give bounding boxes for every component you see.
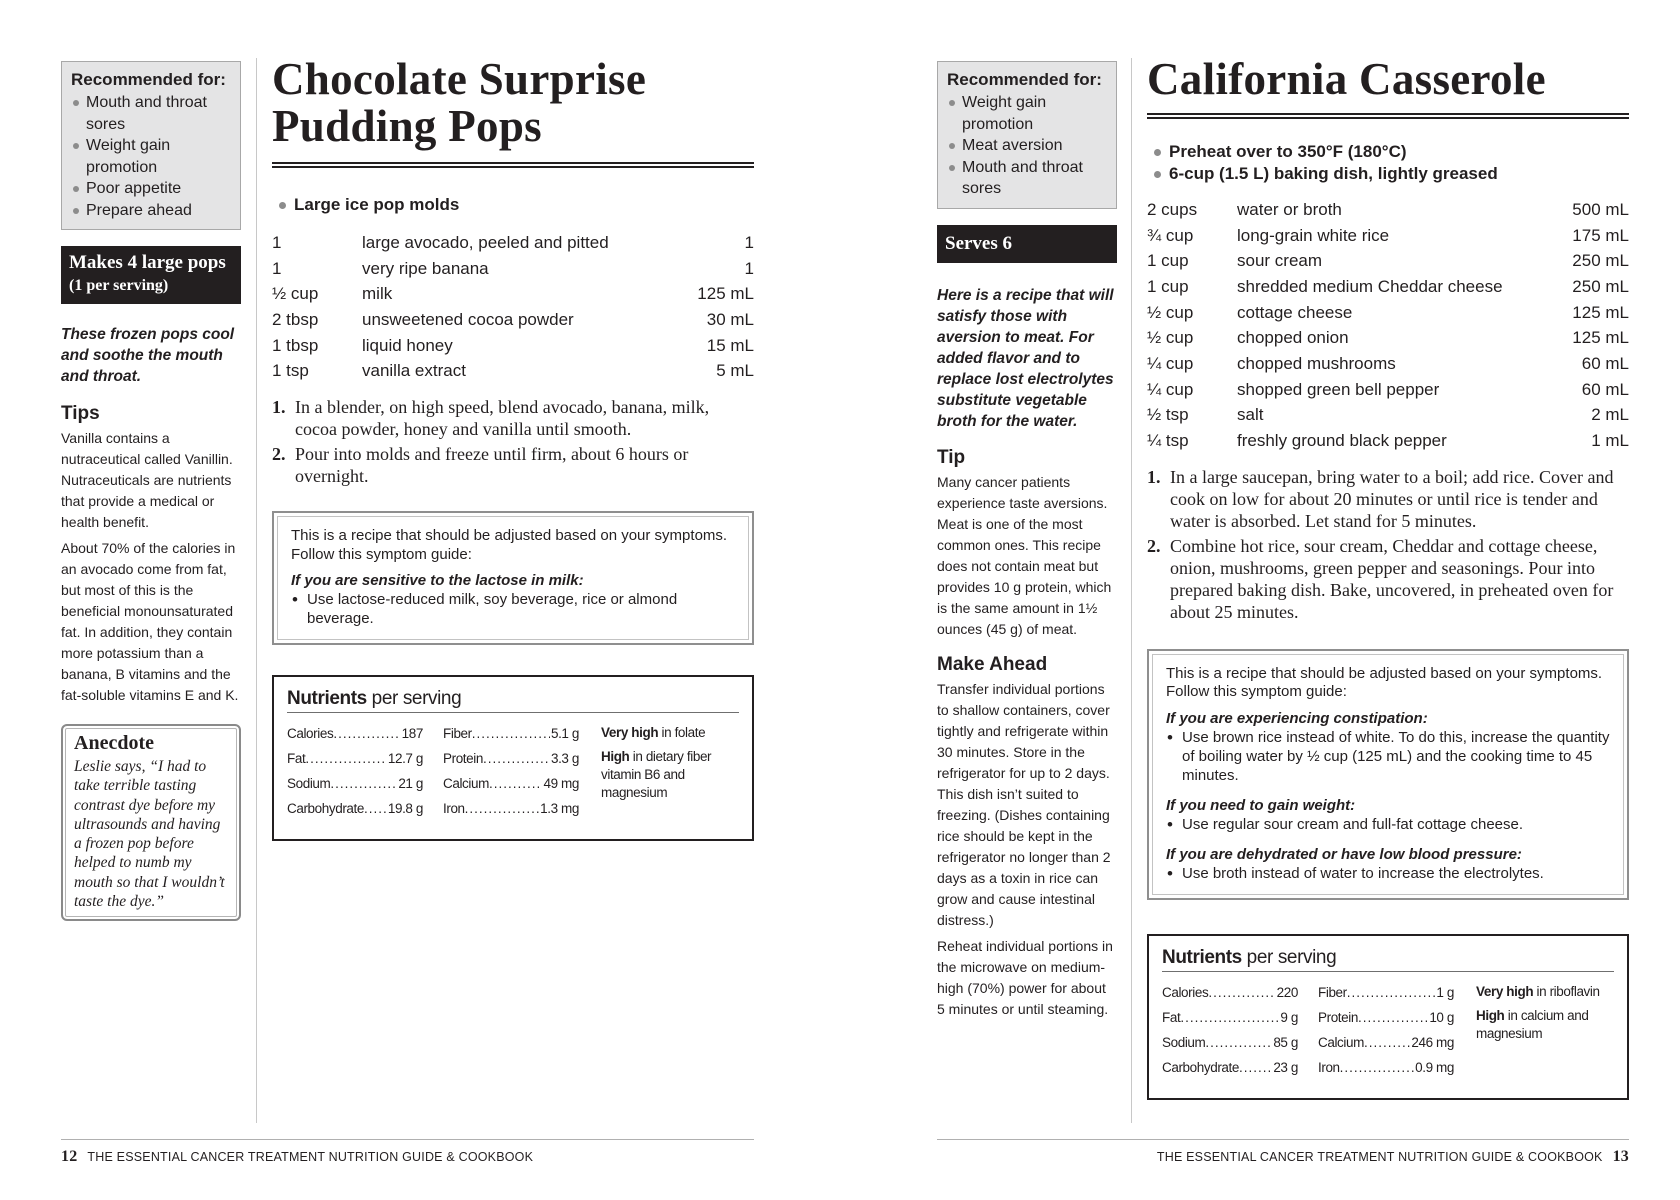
- nutrients-grid: [1162, 980, 1614, 1080]
- tip-heading: Tip: [937, 446, 966, 468]
- footer-book-title: THE ESSENTIAL CANCER TREATMENT NUTRITION GUIDE & COOKBOOK: [1156, 1150, 1603, 1164]
- nutrient-label: Fat: [287, 751, 306, 767]
- recommended-box: [937, 61, 1117, 209]
- symptom-condition: If you need to gain weight:: [1166, 796, 1356, 814]
- ingredient-qty: 1 tsp: [272, 361, 309, 381]
- nutrient-value: 0.9 mg: [1415, 1059, 1454, 1075]
- recipe-title: California Casserole: [1147, 54, 1546, 104]
- tip-paragraph: Many cancer patients experience taste aversions. Meat is one of the most common ones. This recipe does not contain meat but provides 10 g protein, which is the same amount in 1½ ounces (45 g) of meat.: [937, 473, 1112, 637]
- nutrients-column: [1162, 980, 1298, 1080]
- ingredient-qty: 1 cup: [1147, 251, 1189, 271]
- nutrient-label: Sodium: [1162, 1034, 1206, 1050]
- ingredient-item: milk: [362, 284, 393, 304]
- method-steps: [272, 396, 754, 487]
- nutrient-label: Iron: [443, 801, 465, 817]
- ingredient-metric: 500 mL: [1572, 199, 1629, 219]
- recommended-title: Recommended for:: [947, 70, 1102, 89]
- highlight-bold: High: [1476, 1007, 1505, 1023]
- right-recipe: [1147, 56, 1629, 1100]
- nutrient-value: 5.1 g: [550, 726, 579, 742]
- title-rule: [272, 162, 754, 168]
- ingredient-row: [1147, 377, 1629, 403]
- highlight-bold: Very high: [1476, 983, 1534, 999]
- nutrient-row: [287, 771, 423, 796]
- nutrients-heading-bold: Nutrients: [287, 688, 367, 710]
- nutrient-value: 10 g: [1429, 1009, 1454, 1025]
- nutrient-row: [1318, 1055, 1454, 1080]
- nutrient-label: Calcium: [1318, 1034, 1364, 1050]
- nutrient-label: Protein: [443, 751, 483, 767]
- recommended-title: Recommended for:: [71, 70, 226, 89]
- step-number: 2.: [1147, 535, 1161, 556]
- equipment-item: 6-cup (1.5 L) baking dish, lightly greased: [1147, 163, 1629, 185]
- equipment-list: [1147, 141, 1629, 185]
- highlight-rest: in calcium and magnesium: [1476, 1007, 1589, 1041]
- ingredient-qty: ¼ cup: [1147, 379, 1194, 399]
- recommended-item: Mouth and throat sores: [71, 92, 232, 135]
- ingredient-metric: 250 mL: [1572, 251, 1629, 271]
- ingredient-qty: ½ cup: [272, 284, 319, 304]
- ingredient-row: [1147, 274, 1629, 300]
- ingredient-metric: 175 mL: [1572, 225, 1629, 245]
- ingredient-metric: 30 mL: [706, 309, 754, 329]
- highlight-rest: in folate: [658, 725, 706, 741]
- recommended-box: [61, 61, 241, 230]
- symptom-advice: • Use regular sour cream and full-fat cottage cheese.: [1166, 815, 1610, 834]
- equipment-item: Preheat over to 350°F (180°C): [1147, 141, 1629, 163]
- nutrient-value: 21 g: [398, 776, 423, 792]
- nutrient-value: 246 mg: [1411, 1034, 1454, 1050]
- tip-paragraph: About 70% of the calories in an avocado come from fat, but most of this is the beneficial monounsaturated fat. In addition, they contain more potassium than a banana, B vitamins and the fat-soluble vitamins E and K.: [61, 540, 239, 703]
- step-text: Pour into molds and freeze until firm, about 6 hours or overnight.: [295, 444, 689, 487]
- make-ahead-heading: Make Ahead: [937, 653, 1048, 675]
- left-column-divider: [256, 58, 257, 1123]
- ingredient-row: [272, 358, 754, 384]
- nutrients-highlights: [601, 721, 739, 821]
- symptom-guide-intro: This is a recipe that should be adjusted based on your symptoms. Follow this symptom guide:: [291, 527, 728, 563]
- ingredient-qty: ½ cup: [1147, 328, 1194, 348]
- ingredient-item: vanilla extract: [362, 361, 466, 381]
- highlight-bold: Very high: [601, 725, 659, 741]
- ingredient-row: [1147, 351, 1629, 377]
- ingredient-row: [272, 307, 754, 333]
- nutrient-label: Iron: [1318, 1059, 1340, 1075]
- left-recipe: [272, 56, 754, 841]
- left-footer: [61, 1148, 533, 1166]
- symptom-condition: If you are sensitive to the lactose in milk:: [291, 572, 584, 590]
- ingredient-qty: 2 tbsp: [272, 309, 319, 329]
- tips-heading: Tips: [61, 403, 100, 424]
- nutrient-row: [287, 796, 423, 821]
- ingredient-metric: 1: [744, 232, 754, 252]
- nutrient-value: 23 g: [1273, 1059, 1298, 1075]
- make-ahead-paragraph: Reheat individual portions in the microwave on medium-high (70%) power for about 5 minutes or until steaming.: [937, 937, 1113, 1017]
- highlight-rest: in dietary fiber vitamin B6 and magnesium: [601, 749, 712, 801]
- recipe-title: Chocolate Surprise Pudding Pops: [272, 54, 647, 151]
- nutrient-row: [1162, 980, 1298, 1005]
- recipe-intro: Here is a recipe that will satisfy those with aversion to meat. For added flavor and to replace lost electrolytes substitute vegetable broth for the water.: [937, 286, 1114, 430]
- ingredient-metric: 60 mL: [1581, 379, 1629, 399]
- ingredient-row: [1147, 403, 1629, 429]
- ingredient-item: freshly ground black pepper: [1237, 431, 1447, 451]
- highlight-rest: in riboflavin: [1533, 983, 1600, 999]
- symptom-guide-box: [1147, 649, 1629, 900]
- nutrient-row: [287, 721, 423, 746]
- nutrient-label: Fiber: [1318, 984, 1347, 1000]
- ingredient-qty: ¼ tsp: [1147, 431, 1189, 451]
- ingredient-qty: 1 cup: [1147, 276, 1189, 296]
- nutrient-value: 85 g: [1273, 1034, 1298, 1050]
- step-number: 1.: [272, 397, 286, 418]
- nutrient-value: 187: [401, 726, 423, 742]
- ingredient-qty: ¾ cup: [1147, 225, 1194, 245]
- step-text: In a blender, on high speed, blend avocado, banana, milk, cocoa powder, honey and vanilla until smooth.: [295, 397, 710, 440]
- footer-book-title: THE ESSENTIAL CANCER TREATMENT NUTRITION GUIDE & COOKBOOK: [87, 1150, 534, 1164]
- method-step: [272, 443, 754, 487]
- nutrient-row: [287, 746, 423, 771]
- ingredient-item: water or broth: [1237, 199, 1342, 219]
- nutrient-label: Sodium: [287, 776, 331, 792]
- nutrient-row: [443, 721, 579, 746]
- nutrient-value: 49 mg: [543, 776, 579, 792]
- ingredient-item: cottage cheese: [1237, 302, 1353, 322]
- symptom-advice: • Use brown rice instead of white. To do this, increase the quantity of boiling water by ½ cup (125 mL) and the cooking time to 45 minutes.: [1166, 728, 1610, 785]
- nutrient-label: Fat: [1162, 1009, 1181, 1025]
- recommended-list: [947, 92, 1108, 200]
- highlight-bold: High: [601, 749, 630, 765]
- ingredient-metric: 2 mL: [1591, 405, 1629, 425]
- ingredient-row: [272, 256, 754, 282]
- nutrients-heading: [1162, 947, 1614, 972]
- ingredients-table: [272, 230, 754, 384]
- ingredient-item: shopped green bell pepper: [1237, 379, 1440, 399]
- nutrient-label: Protein: [1318, 1009, 1358, 1025]
- ingredient-qty: ½ cup: [1147, 302, 1194, 322]
- ingredient-metric: 250 mL: [1572, 276, 1629, 296]
- nutrient-label: Calories: [287, 726, 334, 742]
- nutrient-row: [1162, 1055, 1298, 1080]
- symptom-guide-intro: This is a recipe that should be adjusted based on your symptoms. Follow this symptom guide:: [1166, 664, 1603, 701]
- recommended-list: [71, 92, 232, 221]
- nutrients-box: [272, 675, 754, 841]
- ingredient-row: [1147, 197, 1629, 223]
- nutrient-row: [443, 771, 579, 796]
- right-sidebar: [937, 61, 1117, 1020]
- nutrient-value: 19.8 g: [387, 801, 423, 817]
- ingredient-item: salt: [1237, 405, 1264, 425]
- tip-paragraph: Vanilla contains a nutraceutical called Vanillin. Nutraceuticals are nutrients that provide a medical or health benefit.: [61, 430, 233, 530]
- yield-box: [61, 246, 241, 304]
- nutrients-column: [1318, 980, 1454, 1080]
- ingredient-row: [272, 230, 754, 256]
- anecdote-title: Anecdote: [74, 732, 154, 754]
- equipment-item: Large ice pop molds: [272, 194, 754, 216]
- nutrient-highlight: [601, 748, 739, 802]
- symptom-condition: If you are dehydrated or have low blood pressure:: [1166, 845, 1522, 863]
- anecdote-box: [61, 724, 241, 921]
- recommended-item: Mouth and throat sores: [947, 157, 1108, 200]
- nutrient-row: [1318, 1030, 1454, 1055]
- nutrients-box: [1147, 934, 1629, 1100]
- nutrient-value: 220: [1276, 984, 1298, 1000]
- nutrients-heading-bold: Nutrients: [1162, 946, 1242, 968]
- ingredient-row: [1147, 300, 1629, 326]
- ingredient-metric: 5 mL: [716, 361, 754, 381]
- ingredient-metric: 125 mL: [1572, 328, 1629, 348]
- recipe-intro: These frozen pops cool and soothe the mouth and throat.: [61, 326, 235, 385]
- recommended-item: Poor appetite: [71, 178, 232, 200]
- nutrient-row: [1162, 1030, 1298, 1055]
- ingredient-metric: 125 mL: [1572, 302, 1629, 322]
- left-footer-rule: [61, 1139, 754, 1140]
- ingredient-row: [272, 333, 754, 359]
- nutrient-value: 1.3 mg: [540, 801, 579, 817]
- page-number: 13: [1612, 1148, 1629, 1165]
- ingredient-item: unsweetened cocoa powder: [362, 309, 574, 329]
- ingredient-item: chopped mushrooms: [1237, 353, 1396, 373]
- right-footer-rule: [937, 1139, 1629, 1140]
- symptom-guide-box: [272, 511, 754, 645]
- ingredient-item: large avocado, peeled and pitted: [362, 232, 609, 252]
- title-rule: [1147, 113, 1629, 119]
- ingredient-qty: ¼ cup: [1147, 353, 1194, 373]
- nutrient-row: [1162, 1005, 1298, 1030]
- yield-main: Serves 6: [945, 232, 1013, 254]
- ingredient-item: very ripe banana: [362, 258, 489, 278]
- page-number: 12: [61, 1148, 78, 1165]
- nutrient-row: [1318, 1005, 1454, 1030]
- nutrient-value: 12.7 g: [387, 751, 423, 767]
- ingredient-qty: ½ tsp: [1147, 405, 1189, 425]
- ingredient-qty: 2 cups: [1147, 199, 1198, 219]
- method-step: [1147, 535, 1629, 623]
- symptom-condition: If you are experiencing constipation:: [1166, 709, 1428, 727]
- ingredient-row: [1147, 248, 1629, 274]
- recommended-item: Meat aversion: [947, 135, 1108, 157]
- nutrients-highlights: [1476, 980, 1614, 1080]
- recommended-item: Weight gain promotion: [947, 92, 1108, 135]
- anecdote-text: Leslie says, “I had to take terrible tasting contrast dye before my ultrasounds and having a frozen pop before helped to numb my mouth so that I wouldn’t taste the dye.”: [74, 758, 225, 911]
- ingredient-qty: 1 tbsp: [272, 335, 319, 355]
- nutrient-row: [443, 746, 579, 771]
- ingredient-metric: 1: [744, 258, 754, 278]
- ingredient-row: [1147, 428, 1629, 454]
- step-text: Combine hot rice, sour cream, Cheddar and cottage cheese, onion, mushrooms, green pepper and seasonings. Pour into prepared baking dish. Bake, uncovered, in preheated oven for about 25 minutes.: [1170, 535, 1614, 622]
- right-footer: [1157, 1148, 1629, 1166]
- nutrient-label: Carbohydrate: [1162, 1059, 1239, 1075]
- symptom-advice: • Use broth instead of water to increase the electrolytes.: [1166, 864, 1610, 883]
- equipment-list: [272, 194, 754, 216]
- nutrients-heading-rest: per serving: [1241, 946, 1337, 968]
- ingredient-row: [1147, 325, 1629, 351]
- symptom-advice: • Use lactose-reduced milk, soy beverage, rice or almond beverage.: [291, 590, 735, 628]
- ingredient-metric: 125 mL: [697, 284, 754, 304]
- nutrient-highlight: [1476, 983, 1614, 1001]
- nutrients-heading: [287, 688, 739, 713]
- nutrient-label: Carbohydrate: [287, 801, 364, 817]
- nutrients-grid: [287, 721, 739, 821]
- ingredient-item: long-grain white rice: [1237, 225, 1390, 245]
- ingredient-item: liquid honey: [362, 335, 453, 355]
- nutrient-value: 9 g: [1280, 1009, 1298, 1025]
- ingredient-row: [272, 281, 754, 307]
- make-ahead-paragraph: Transfer individual portions to shallow containers, cover tightly and refrigerate within 30 minutes. Store in the refrigerator for up to 2 days. This dish isn’t suited to freezing. (Dishes containing rice should be kept in the refrigerator no longer than 2 days as a toxin in rice can grow and cause intestinal distress.): [937, 680, 1111, 928]
- ingredient-item: chopped onion: [1237, 328, 1349, 348]
- ingredient-qty: 1: [272, 258, 282, 278]
- nutrients-column: [443, 721, 579, 821]
- nutrient-label: Calcium: [443, 776, 489, 792]
- method-steps: [1147, 466, 1629, 623]
- step-text: In a large saucepan, bring water to a boil; add rice. Cover and cook on low for about 20 minutes or until rice is tender and water is absorbed. Let stand for 5 minutes.: [1170, 466, 1614, 531]
- ingredient-row: [1147, 223, 1629, 249]
- step-number: 2.: [272, 444, 286, 465]
- nutrient-value: 1 g: [1436, 984, 1454, 1000]
- ingredient-item: sour cream: [1237, 251, 1323, 271]
- method-step: [1147, 466, 1629, 532]
- recommended-item: Weight gain promotion: [71, 135, 232, 178]
- ingredients-table: [1147, 197, 1629, 454]
- ingredient-item: shredded medium Cheddar cheese: [1237, 276, 1503, 296]
- nutrient-value: 3.3 g: [550, 751, 579, 767]
- nutrient-row: [443, 796, 579, 821]
- ingredient-metric: 15 mL: [706, 335, 754, 355]
- right-column-divider: [1131, 58, 1132, 1123]
- yield-main: Makes 4 large pops: [69, 252, 226, 273]
- method-step: [272, 396, 754, 440]
- left-sidebar: [61, 61, 241, 921]
- nutrients-column: [287, 721, 423, 821]
- nutrients-heading-rest: per serving: [366, 688, 462, 710]
- recommended-item: Prepare ahead: [71, 200, 232, 222]
- ingredient-qty: 1: [272, 232, 282, 252]
- yield-box: [937, 225, 1117, 263]
- nutrient-label: Calories: [1162, 984, 1209, 1000]
- nutrient-highlight: [601, 724, 739, 742]
- nutrient-label: Fiber: [443, 726, 472, 742]
- nutrient-highlight: [1476, 1007, 1614, 1043]
- step-number: 1.: [1147, 466, 1161, 487]
- nutrient-row: [1318, 980, 1454, 1005]
- ingredient-metric: 1 mL: [1591, 431, 1629, 451]
- yield-sub: (1 per serving): [69, 277, 169, 294]
- ingredient-metric: 60 mL: [1581, 353, 1629, 373]
